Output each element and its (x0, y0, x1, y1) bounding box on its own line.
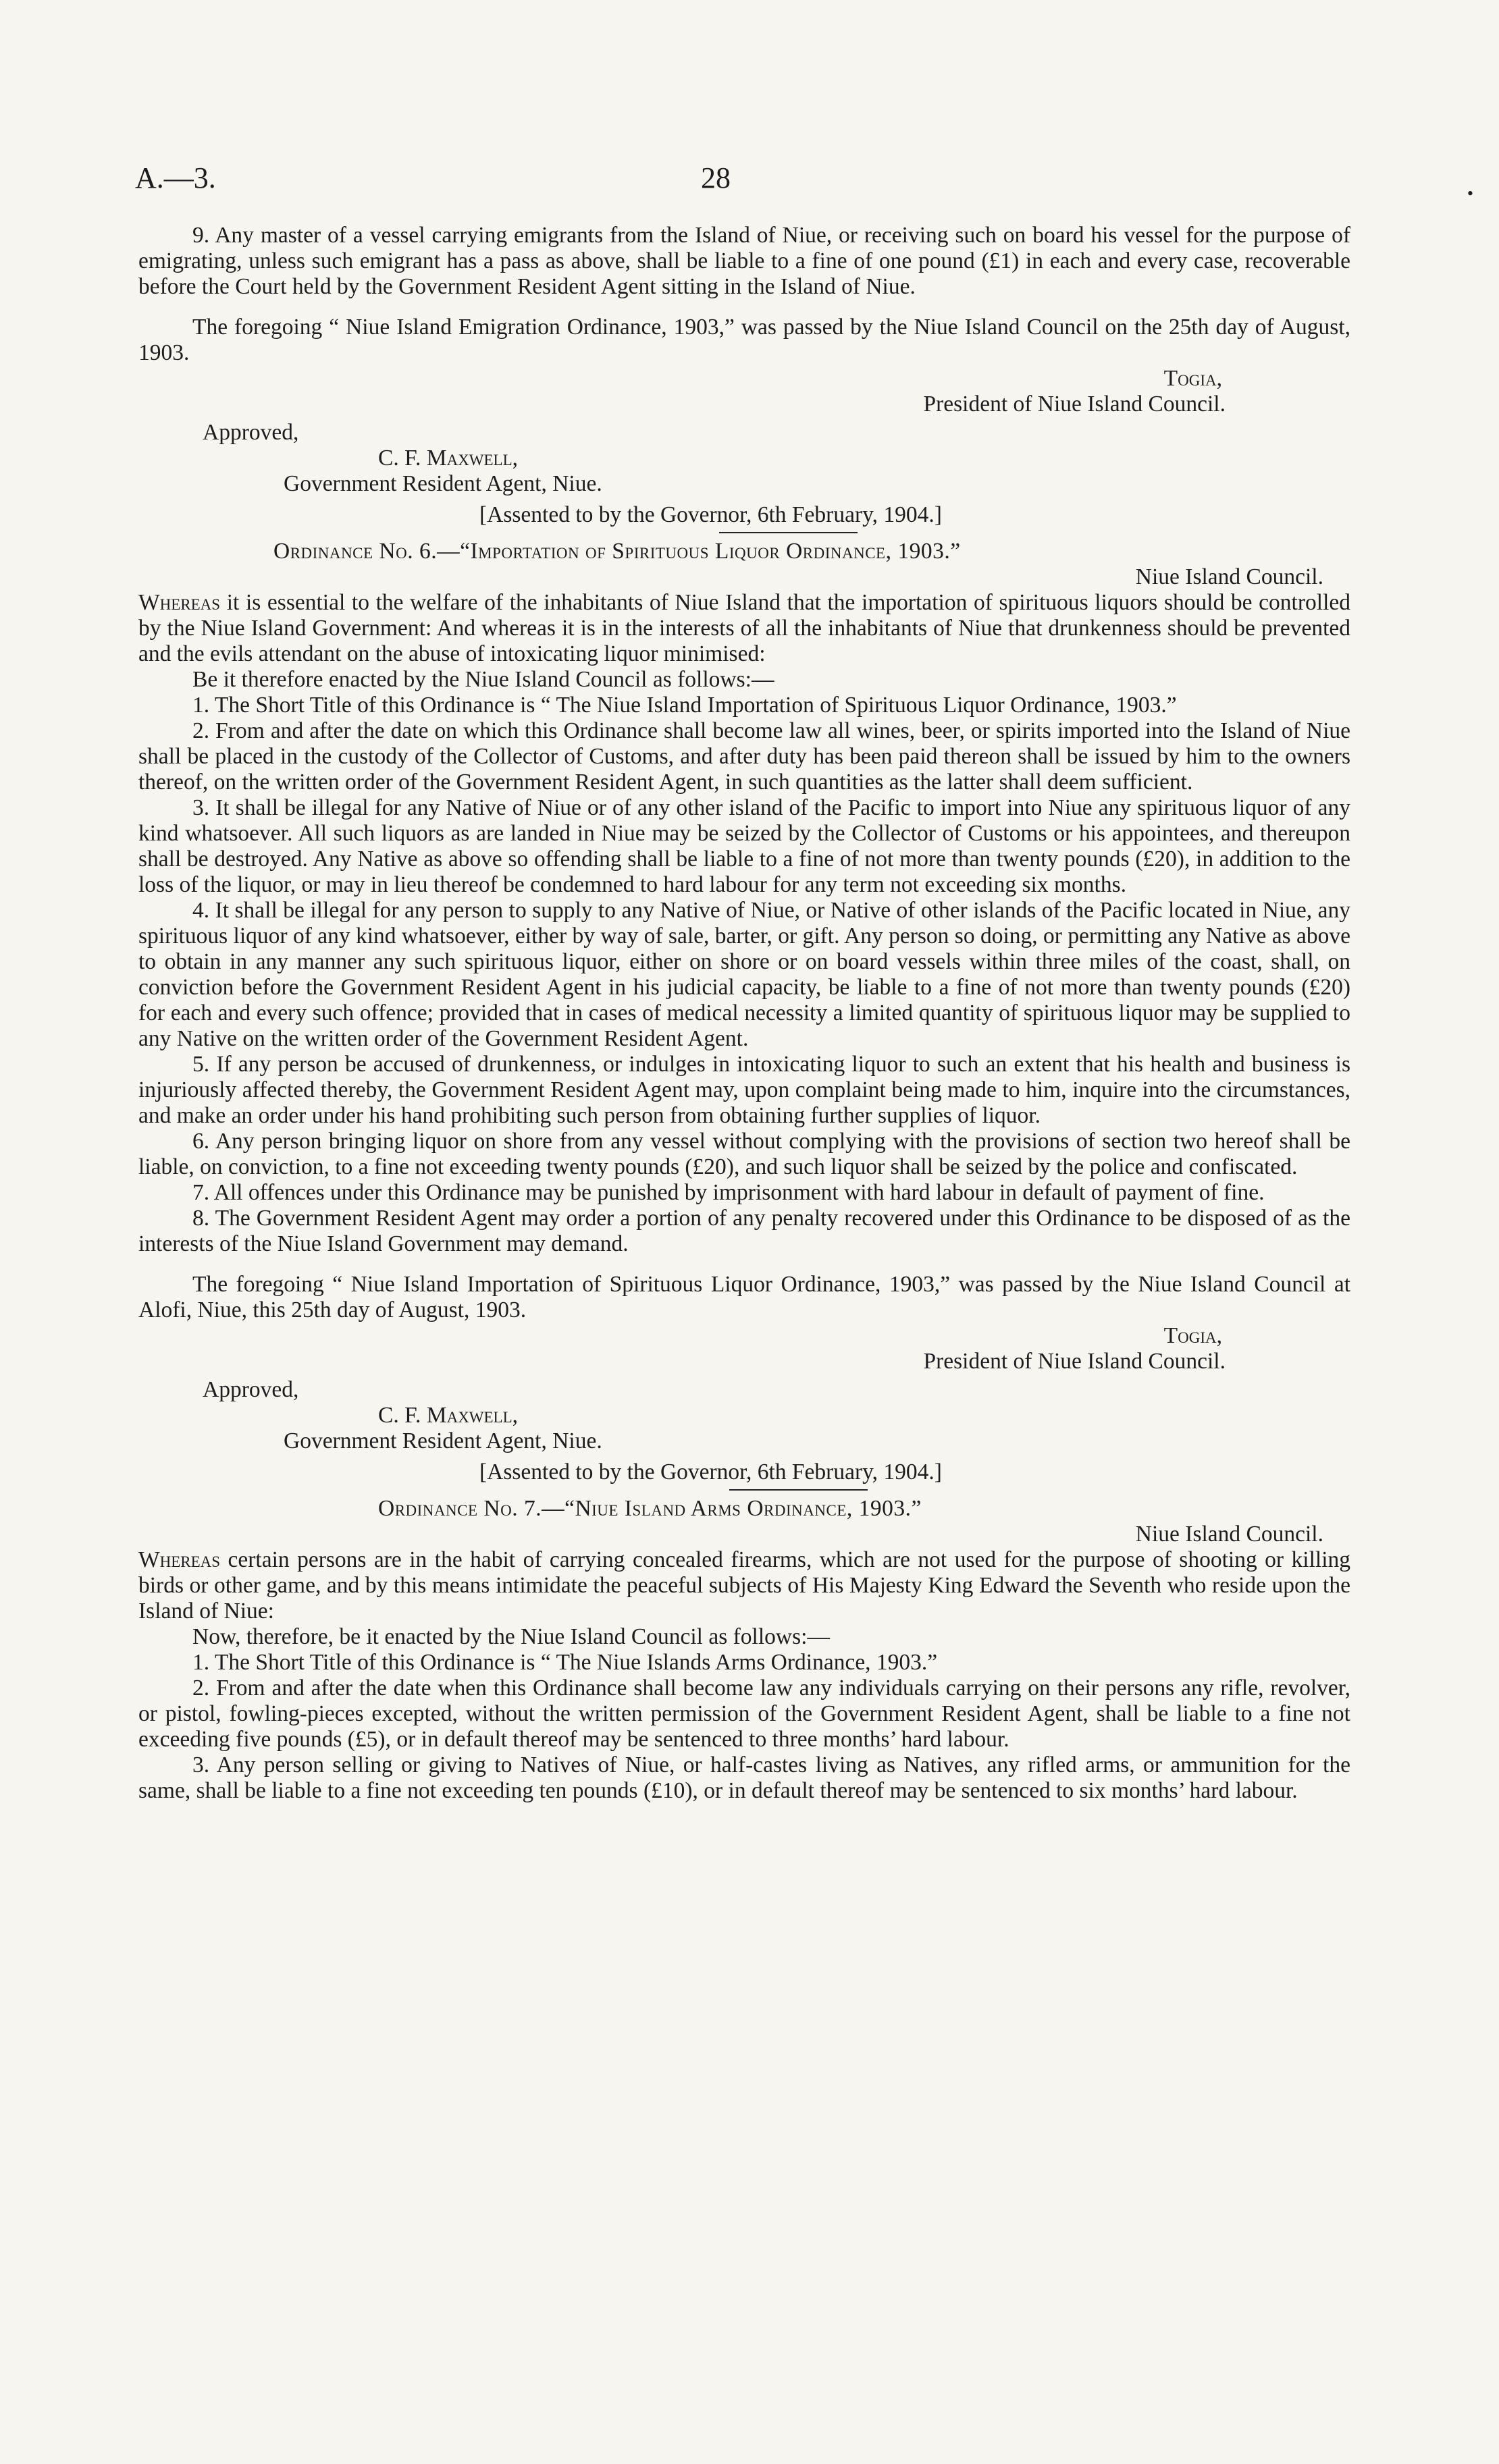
signatory-name: Togia, (1163, 366, 1222, 391)
assent-note: [Assented to by the Governor, 6th February, 1904.] (479, 1459, 942, 1484)
signatory-title: President of Niue Island Council. (923, 392, 1226, 417)
approved-label: Approved, (203, 1377, 299, 1402)
ordinance-6-title-prefix: Ordinance No. 6.—“ (273, 539, 471, 564)
preamble-text: certain persons are in the habit of carrying concealed firearms, which are not used for the purpose of shooting or killing birds or other game, and by this means intimidate the peaceful subjects of His Majesty King Edward the Seventh who reside upon the Island of Niue: (138, 1547, 1350, 1624)
section-divider (719, 532, 858, 533)
ordinance-6-enacting-clause: Be it therefore enacted by the Niue Island Council as follows:— (192, 667, 774, 692)
ordinance-7-title-name: Niue Island Arms Ordinance, 1903. (575, 1496, 912, 1521)
ordinance-6-section: 8. The Government Resident Agent may order a portion of any penalty recovered under this Ordinance to be disposed of as the interests of the Niue Island Government may demand. (138, 1206, 1350, 1256)
ordinance-6-preamble (138, 590, 1350, 667)
ordinance-7-section: 3. Any person selling or giving to Natives of Niue, or half-castes living as Natives, any rifled arms, or ammunition for the same, shall be liable to a fine not exceeding ten pounds (£10), or in default thereof may be sentenced to six months’ hard labour. (138, 1752, 1350, 1803)
whereas-word: Whereas (138, 590, 221, 615)
approved-label: Approved, (203, 420, 299, 445)
ordinance-7-title-suffix: ” (911, 1496, 922, 1521)
ordinance-6-title-name: Importation of Spirituous Liquor Ordinance, 1903. (470, 539, 951, 564)
ordinance-6-section: 6. Any person bringing liquor on shore from any vessel without complying with the provisions of section two hereof shall be liable, on conviction, to a fine not exceeding twenty pounds (£20), and such liquor shall be seized by the police and confiscated. (138, 1129, 1350, 1179)
section-9: 9. Any master of a vessel carrying emigrants from the Island of Niue, or receiving such on board his vessel for the purpose of emigrating, unless such emigrant has a pass as above, shall be liable to a fine of one pound (£1) in each and every case, recoverable before the Court held by the Government Resident Agent sitting in the Island of Niue. (138, 223, 1350, 299)
signatory-title: President of Niue Island Council. (923, 1349, 1226, 1374)
preamble-text: it is essential to the welfare of the inhabitants of Niue Island that the importation of spirituous liquors should be controlled by the Niue Island Government: And whereas it is in the interests of all the inhabitants of Niue that drunkenness should be prevented and the evils attendant on the abuse of intoxicating liquor minimised: (138, 590, 1350, 666)
ordinance-6-council: Niue Island Council. (1135, 564, 1323, 589)
assent-note: [Assented to by the Governor, 6th February, 1904.] (479, 502, 942, 527)
ordinance-7-council: Niue Island Council. (1135, 1522, 1323, 1547)
approver-title: Government Resident Agent, Niue. (284, 1428, 602, 1453)
margin-mark: • (1467, 184, 1473, 203)
approver-name: C. F. Maxwell, (378, 1403, 519, 1428)
ordinance-7-preamble (138, 1547, 1350, 1624)
ordinance-6-section: 1. The Short Title of this Ordinance is “ The Niue Island Importation of Spirituous Liquor Ordinance, 1903.” (192, 693, 1177, 718)
ordinance-6-title (138, 539, 1350, 564)
ordinance-6-section: 7. All offences under this Ordinance may be punished by imprisonment with hard labour in default of payment of fine. (192, 1180, 1265, 1205)
ordinance-6-section: 3. It shall be illegal for any Native of Niue or of any other island of the Pacific to import into Niue any spirituous liquor of any kind whatsoever. All such liquors as are landed in Niue may be seized by the Collector of Customs or his appointees, and thereupon shall be destroyed. Any Native as above so offending shall be liable to a fine of not more than twenty pounds (£20), in addition to the loss of the liquor, or may in lieu thereof be condemned to hard labour for any term not exceeding six months. (138, 795, 1350, 897)
document-body (138, 223, 1350, 1804)
section-divider (729, 1489, 868, 1491)
ordinance-6-section: 2. From and after the date on which this Ordinance shall become law all wines, beer, or spirits imported into the Island of Niue shall be placed in the custody of the Collector of Customs, and after duty has been paid thereon shall be issued by him to the owners thereof, on the written order of the Government Resident Agent, in such quantities as the latter shall deem sufficient. (138, 718, 1350, 795)
ordinance-7-enacting-clause: Now, therefore, be it enacted by the Niue Island Council as follows:— (192, 1624, 830, 1649)
approver-title: Government Resident Agent, Niue. (284, 471, 602, 496)
ordinance-7-section: 1. The Short Title of this Ordinance is “ The Niue Islands Arms Ordinance, 1903.” (192, 1650, 938, 1675)
ordinance-6-title-suffix: ” (950, 539, 961, 564)
ordinance-6-section: 5. If any person be accused of drunkenness, or indulges in intoxicating liquor to such an extent that his health and business is injuriously affected thereby, the Government Resident Agent may, upon complaint being made to him, inquire into the circumstances, and make an order under his hand prohibiting such person from obtaining further supplies of liquor. (138, 1052, 1350, 1128)
ordinance-6-section: 4. It shall be illegal for any person to supply to any Native of Niue, or Native of other islands of the Pacific located in Niue, any spirituous liquor of any kind whatsoever, either by way of sale, barter, or gift. Any person so doing, or permitting any Native as above to obtain in any manner any such spirituous liquor, either on shore or on board vessels within three miles of the coast, shall, on conviction before the Government Resident Agent in his judicial capacity, be liable to a fine of not more than twenty pounds (£20) for each and every such offence; provided that in cases of medical necessity a limited quantity of spirituous liquor may be supplied to any Native on the written order of the Government Resident Agent. (138, 898, 1350, 1051)
ordinance-7-section: 2. From and after the date when this Ordinance shall become law any individuals carrying on their persons any rifle, revolver, or pistol, fowling-pieces excepted, without the written permission of the Government Resident Agent, shall be liable to a fine not exceeding five pounds (£5), or in default thereof may be sentenced to three months’ hard labour. (138, 1676, 1350, 1752)
page-reference: A.—3. (135, 161, 216, 194)
approver-name: C. F. Maxwell, (378, 446, 519, 471)
whereas-word: Whereas (138, 1547, 221, 1572)
ordinance-7-title (138, 1496, 1350, 1522)
page-number: 28 (701, 161, 731, 194)
foregoing-liquor: The foregoing “ Niue Island Importation of Spirituous Liquor Ordinance, 1903,” was passed by the Niue Island Council at Alofi, Niue, this 25th day of August, 1903. (138, 1272, 1350, 1322)
ordinance-7-title-prefix: Ordinance No. 7.—“ (378, 1496, 575, 1521)
signatory-name: Togia, (1163, 1323, 1222, 1348)
foregoing-emigration: The foregoing “ Niue Island Emigration Ordinance, 1903,” was passed by the Niue Island Council on the 25th day of August, 1903. (138, 315, 1350, 365)
